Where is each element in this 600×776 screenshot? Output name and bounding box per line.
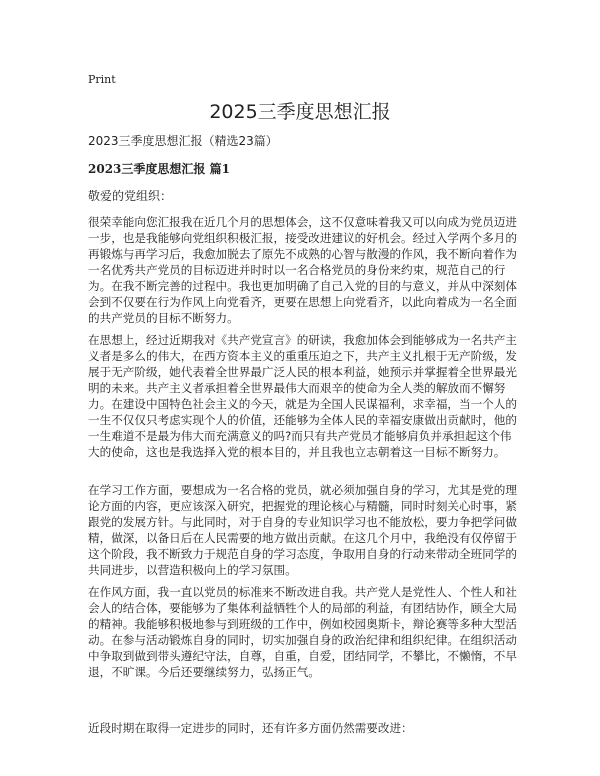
page-title: 2025三季度思想汇报 <box>209 101 391 123</box>
paragraph-conduct: 在作风方面，我一直以党员的标准来不断改进自我。共产党人是党性人、个性人和社会人的结合体，要能够为了集体利益牺牲个人的局部的利益，有团结协作，顾全大局的精神。我能够积极地参与到班级的工作中，例如校园奥斯卡，辩论赛等多种大型活动。在参与活动锻炼自身的同时，切实加强自身的政治纪律和组织纪律。在组织活动中争取到做到带头遵纪守法，自尊，自重，自爱，团结同学，不攀比，不懒惰，不早退，不旷课。今后还要继续努力，弘扬正气。 <box>88 585 517 679</box>
salutation: 敬爱的党组织： <box>88 189 173 203</box>
print-link[interactable]: Print <box>88 73 116 86</box>
paragraph-intro: 很荣幸能向您汇报我在近几个月的思想体会，这不仅意味着我又可以向成为党员迈进一步，也是我能够向党组织积极汇报，接受改进建议的好机会。经过入学两个多月的再锻炼与再学习后，我愈加脱去了原先不成熟的心智与散漫的作风，我不断向着作为一名优秀共产党员的目标迈进并时时以一名合格党员的身份来约束，规范自己的行为。在我不断完善的过程中。我也更加明确了自己入党的目的与意义，并从中深刻体会到不仅要在行为作风上向党看齐，更要在思想上向党看齐，以此向着成为一名全面的共产党员的目标不断努力。 <box>88 215 517 325</box>
document-subtitle: 2023三季度思想汇报（精选23篇） <box>88 134 278 148</box>
paragraph-improvement: 近段时期在取得一定进步的同时，还有许多方面仍然需要改进： <box>88 721 413 735</box>
paragraph-ideology: 在思想上，经过近期我对《共产党宣言》的研读，我愈加体会到能够成为一名共产主义者是多么的伟大，在西方资本主义的重重压迫之下，共产主义扎根于无产阶级，发展于无产阶级，她代表着全世界最广泛人民的根本利益，她预示并掌握着全世界最光明的未来。共产主义者承担着全世界最伟大而艰辛的使命为全人类的解放而不懈努力。在建设中国特色社会主义的今天，就是为全国人民谋福利，求幸福，当一个人的一生不仅仅只考虑实现个人的价值，还能够为全体人民的幸福安康做出贡献时，他的一生难道不是最为伟大而充满意义的吗?而只有共产党员才能够肩负并承担起这个伟大的使命，这也是我选择入党的根本目的，并且我也立志朝着这一目标不断努力。 <box>88 333 517 459</box>
section-heading: 2023三季度思想汇报 篇1 <box>88 162 230 176</box>
paragraph-study-work: 在学习工作方面，要想成为一名合格的党员，就必须加强自身的学习，尤其是党的理论方面的内容，更应该深入研究，把握党的理论核心与精髓，同时时刻关心时事，紧跟党的发展方针。与此同时，对于自身的专业知识学习也不能放松，要力争把学问做精，做深，以备日后在人民需要的地方做出贡献。在这几个月中，我绝没有仅停留于这个阶段，我不断致力于规范自身的学习态度，争取用自身的行动来带动全班同学的共同进步，以营造积极向上的学习氛围。 <box>88 483 517 577</box>
